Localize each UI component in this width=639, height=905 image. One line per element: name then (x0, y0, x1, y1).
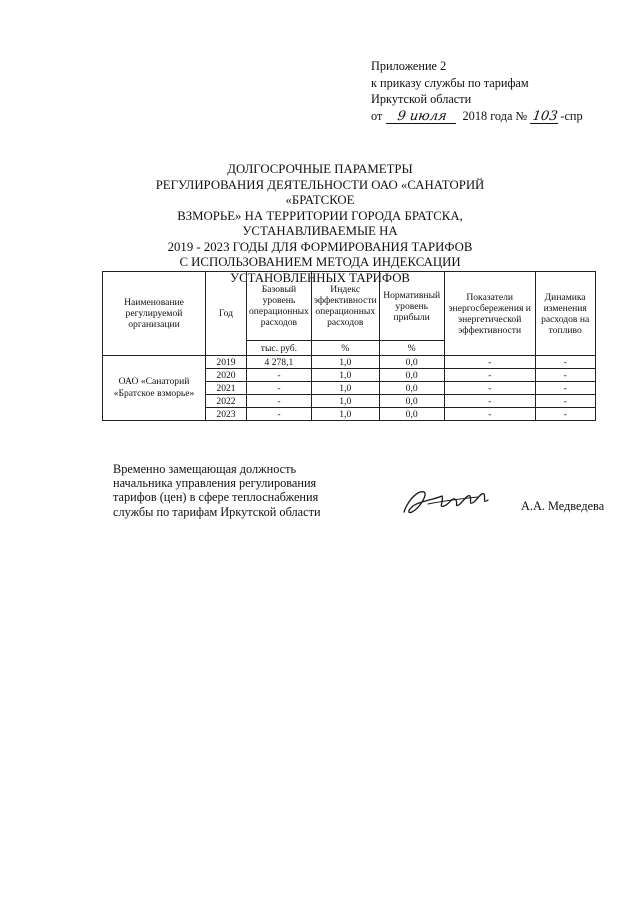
header-base-costs: Базовый уровень операционных расходов (247, 272, 312, 341)
annex-date-line (371, 108, 583, 125)
header-efficiency-index: Индекс эффективности операционных расходов (311, 272, 379, 341)
cell-year: 2023 (206, 408, 247, 421)
heading-line-1: ДОЛГОСРОЧНЫЕ ПАРАМЕТРЫ (227, 162, 413, 176)
annex-reference (371, 58, 583, 124)
handwritten-date: 9 июля (386, 110, 458, 124)
annex-year-text: 2018 года № (462, 108, 528, 123)
heading-line-6: УСТАНОВЛЕННЫХ ТАРИФОВ (230, 270, 410, 285)
handwritten-signature (398, 482, 498, 522)
cell-energy: - (444, 395, 535, 408)
cell-norm: 0,0 (379, 369, 444, 382)
cell-base: - (247, 369, 312, 382)
handwritten-order-number: 103 (531, 108, 559, 124)
signer-position-line-3: тарифов (цен) в сфере теплоснабжения (113, 490, 319, 505)
signature-block (113, 462, 321, 519)
cell-energy: - (444, 382, 535, 395)
cell-year: 2019 (206, 356, 247, 369)
cell-energy: - (444, 408, 535, 421)
cell-base: - (247, 408, 312, 421)
cell-index: 1,0 (311, 408, 379, 421)
table-row (103, 356, 596, 369)
cell-norm: 0,0 (379, 382, 444, 395)
unit-norm: % (379, 341, 444, 356)
cell-base: 4 278,1 (247, 356, 312, 369)
header-energy-efficiency: Показатели энергосбережения и энергетической эффективности (444, 272, 535, 356)
organization-name: ОАО «Санаторий «Братское взморье» (103, 356, 206, 421)
header-organization: Наименование регулируемой организации (103, 272, 206, 356)
cell-norm: 0,0 (379, 395, 444, 408)
cell-index: 1,0 (311, 356, 379, 369)
annex-order-line: к приказу службы по тарифам (371, 75, 529, 90)
document-heading (120, 162, 520, 286)
cell-norm: 0,0 (379, 356, 444, 369)
annex-region-line: Иркутской области (371, 92, 472, 106)
cell-energy: - (444, 369, 535, 382)
cell-index: 1,0 (311, 382, 379, 395)
cell-norm: 0,0 (379, 408, 444, 421)
signer-position-line-2: начальника управления регулирования (113, 476, 317, 491)
cell-base: - (247, 382, 312, 395)
parameters-table (102, 271, 596, 421)
cell-index: 1,0 (311, 395, 379, 408)
cell-fuel: - (535, 395, 595, 408)
cell-fuel: - (535, 356, 595, 369)
annex-number-suffix: -спр (560, 108, 583, 123)
header-normative-profit: Нормативный уровень прибыли (379, 272, 444, 341)
unit-base: тыс. руб. (247, 341, 312, 356)
heading-line-2: РЕГУЛИРОВАНИЯ ДЕЯТЕЛЬНОСТИ ОАО «САНАТОРИЙ «БРАТСКОЕ (155, 177, 485, 207)
cell-fuel: - (535, 369, 595, 382)
cell-base: - (247, 395, 312, 408)
annex-date-prefix: от (371, 108, 383, 123)
table-header-row (103, 272, 596, 341)
signer-position-line-4: службы по тарифам Иркутской области (113, 504, 321, 519)
cell-index: 1,0 (311, 369, 379, 382)
signer-position-line-1: Временно замещающая должность (113, 462, 297, 476)
heading-line-5: С ИСПОЛЬЗОВАНИЕМ МЕТОДА ИНДЕКСАЦИИ (179, 255, 461, 269)
heading-line-4: 2019 - 2023 ГОДЫ ДЛЯ ФОРМИРОВАНИЯ ТАРИФОВ (167, 239, 473, 254)
cell-fuel: - (535, 382, 595, 395)
header-fuel-dynamics: Динамика изменения расходов на топливо (535, 272, 595, 356)
cell-year: 2021 (206, 382, 247, 395)
cell-year: 2020 (206, 369, 247, 382)
unit-index: % (311, 341, 379, 356)
header-year: Год (206, 272, 247, 356)
signer-name: А.А. Медведева (521, 499, 605, 513)
cell-energy: - (444, 356, 535, 369)
cell-year: 2022 (206, 395, 247, 408)
heading-line-3: ВЗМОРЬЕ» НА ТЕРРИТОРИИ ГОРОДА БРАТСКА, УСТАНАВЛИВАЕМЫЕ НА (177, 208, 463, 238)
cell-fuel: - (535, 408, 595, 421)
annex-title: Приложение 2 (371, 59, 447, 73)
